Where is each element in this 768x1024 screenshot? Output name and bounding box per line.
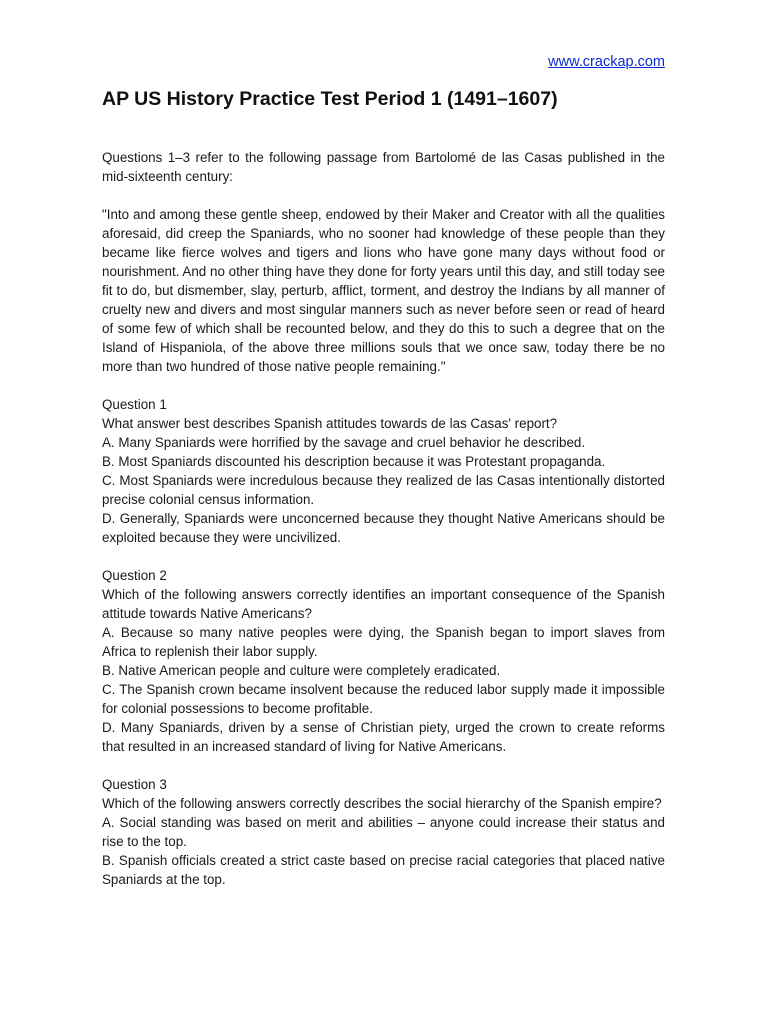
- answer-option-c: C. Most Spaniards were incredulous because they realized de las Casas intentionally distorted precise colonial census information.: [102, 473, 665, 507]
- question-prompt: What answer best describes Spanish attitudes towards de las Casas' report?: [102, 416, 558, 431]
- answer-option-b: B. Most Spaniards discounted his description because it was Protestant propaganda.: [102, 454, 606, 469]
- answer-option-a: A. Social standing was based on merit and abilities – anyone could increase their status and rise to the top.: [102, 815, 665, 849]
- question-3: [102, 775, 665, 889]
- answer-option-a: A. Because so many native peoples were dying, the Spanish began to import slaves from Africa to replenish their labor supply.: [102, 625, 665, 659]
- question-2: [102, 566, 665, 756]
- document-page: [102, 52, 665, 889]
- page-title: AP US History Practice Test Period 1 (1491–1607): [102, 88, 558, 110]
- question-heading: Question 3: [102, 777, 167, 792]
- passage-quote: "Into and among these gentle sheep, endowed by their Maker and Creator with all the qualities aforesaid, did creep the Spaniards, who no sooner had knowledge of these people than they became like fierce wolves and tigers and lions who have gone many days without food or nourishment. And no other thing have they done for forty years until this day, and still today see fit to do, but dismember, slay, perturb, afflict, torment, and destroy the Indians by all manner of cruelty new and divers and most singular manners such as never before seen or read of heard of some few of which shall be recounted below, and they do this to such a degree that on the Island of Hispaniola, of the above three millions souls that we once saw, today there be no more than two hundred of those native people remaining.": [102, 207, 665, 374]
- question-heading: Question 2: [102, 568, 167, 583]
- answer-option-b: B. Native American people and culture were completely eradicated.: [102, 663, 501, 678]
- question-prompt: Which of the following answers correctly describes the social hierarchy of the Spanish empire?: [102, 796, 662, 811]
- site-link[interactable]: www.crackap.com: [548, 54, 665, 70]
- answer-option-c: C. The Spanish crown became insolvent because the reduced labor supply made it impossible for colonial possessions to become profitable.: [102, 682, 665, 716]
- answer-option-d: D. Generally, Spaniards were unconcerned because they thought Native Americans should be exploited because they were uncivilized.: [102, 511, 665, 545]
- answer-option-d: D. Many Spaniards, driven by a sense of Christian piety, urged the crown to create reforms that resulted in an increased standard of living for Native Americans.: [102, 720, 665, 754]
- question-heading: Question 1: [102, 397, 167, 412]
- question-prompt: Which of the following answers correctly identifies an important consequence of the Spanish attitude towards Native Americans?: [102, 587, 665, 621]
- answer-option-b: B. Spanish officials created a strict caste based on precise racial categories that placed native Spaniards at the top.: [102, 853, 665, 887]
- answer-option-a: A. Many Spaniards were horrified by the savage and cruel behavior he described.: [102, 435, 586, 450]
- question-1: [102, 395, 665, 547]
- intro-text: Questions 1–3 refer to the following passage from Bartolomé de las Casas published in the mid-sixteenth century:: [102, 150, 665, 184]
